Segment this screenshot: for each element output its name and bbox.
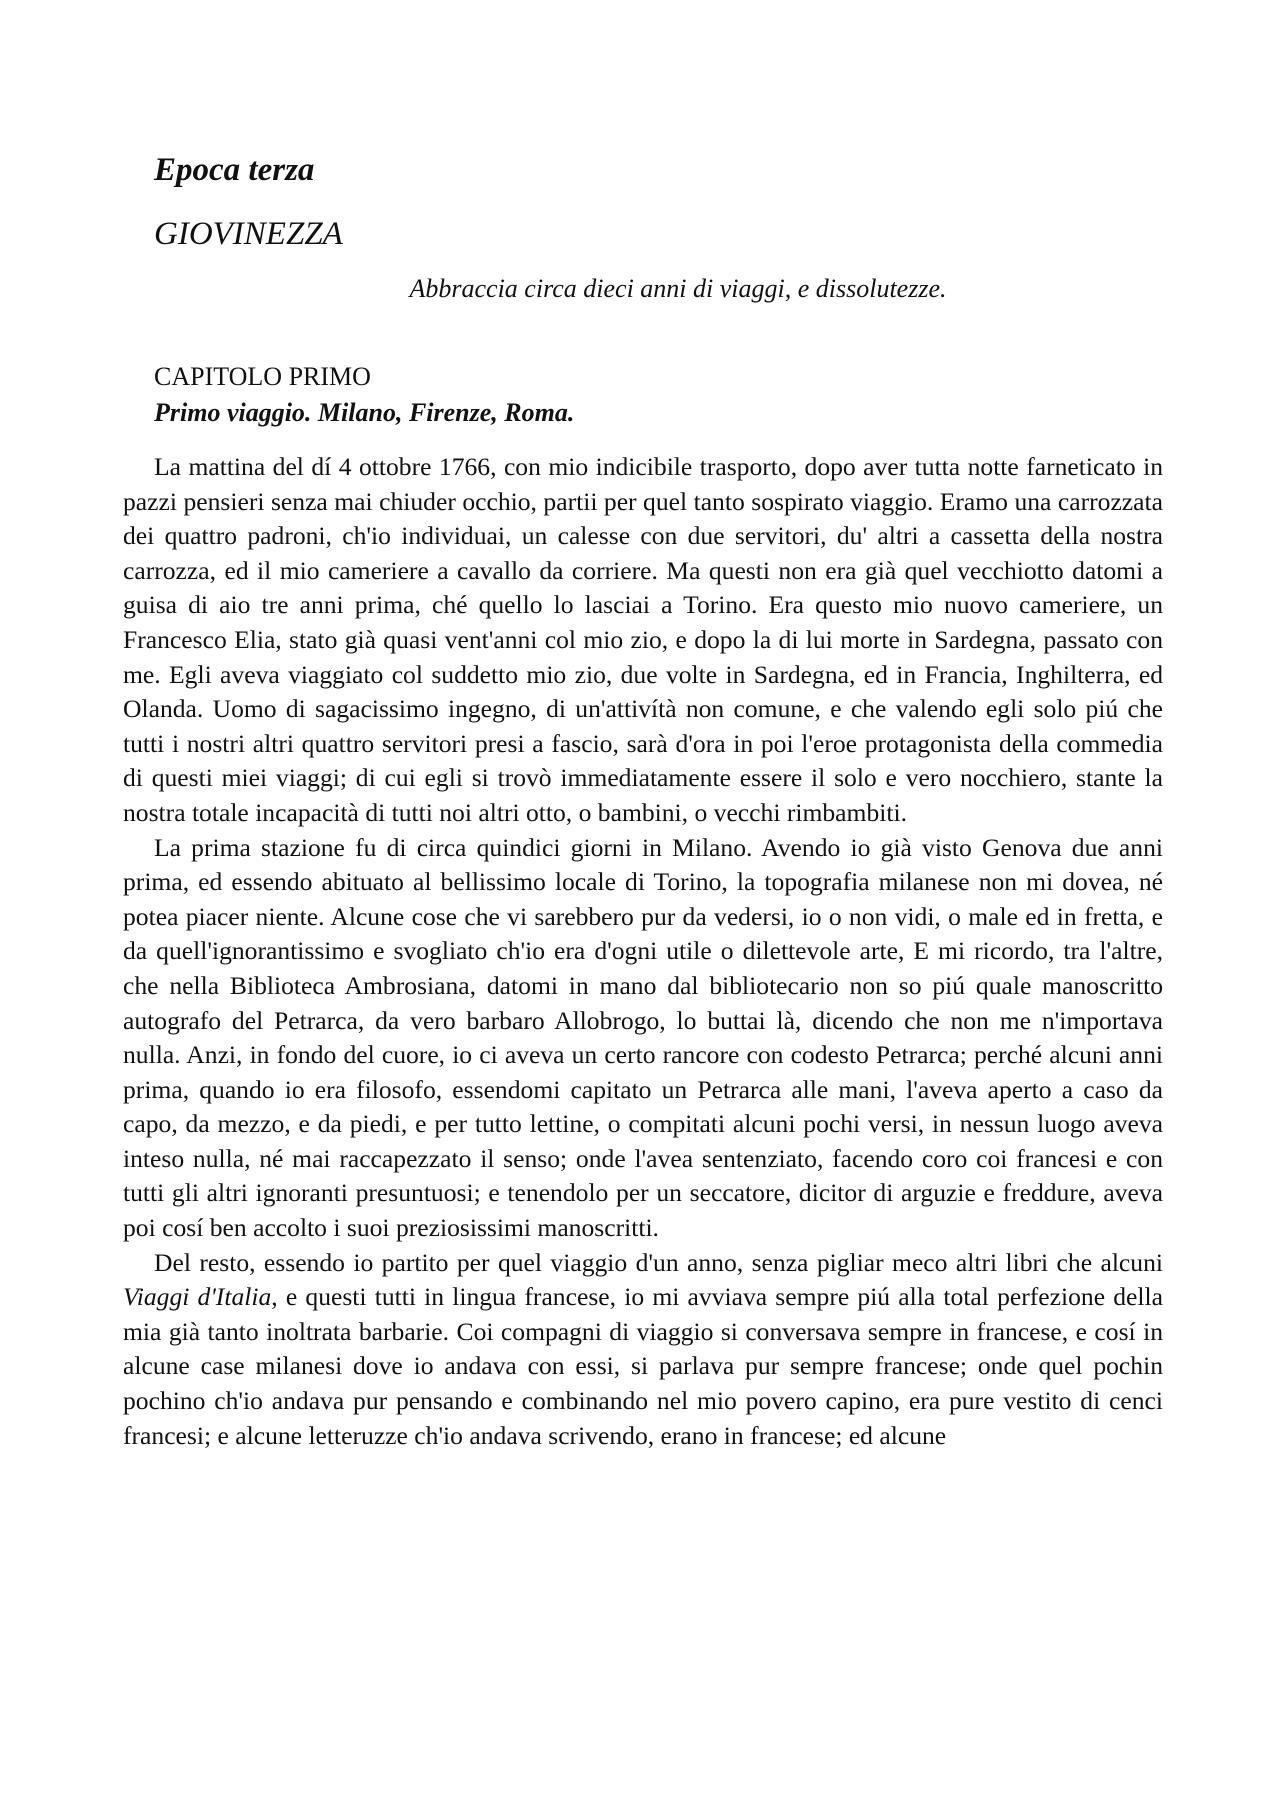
chapter-body	[123, 450, 1163, 1453]
paragraph: La prima stazione fu di circa quindici giorni in Milano. Avendo io già visto Genova due anni prima, ed essendo abituato al bellissimo locale di Torino, la topografia milanese non mi dovea, né potea piacer niente. Alcune cose che vi sarebbero pur da vedersi, io o non vidi, o male ed in fretta, e da quell'ignorantissimo e svogliato ch'io era d'ogni utile o dilettevole arte, E mi ricordo, tra l'altre, che nella Biblioteca Ambrosiana, datomi in mano dal bibliotecario non so piú quale manoscritto autografo del Petrarca, da vero barbaro Allobrogo, lo buttai là, dicendo che non me n'importava nulla. Anzi, in fondo del cuore, io ci aveva un certo rancore con codesto Petrarca; perché alcuni anni prima, quando io era filosofo, essendomi capitato un Petrarca alle mani, l'aveva aperto a caso da capo, da mezzo, e da piedi, e per tutto lettine, o compitati alcuni pochi versi, in nessun luogo aveva inteso nulla, né mai raccapezzato il senso; onde l'avea sentenziato, facendo coro coi francesi e con tutti gli altri ignoranti presuntuosi; e tenendolo per un seccatore, dicitor di arguzie e freddure, aveva poi cosí ben accolto i suoi preziosissimi manoscritti.	[123, 832, 1163, 1243]
paragraph-text: Del resto, essendo io partito per quel viaggio d'un anno, senza pigliar meco altri libri che alcuni	[154, 1247, 1163, 1277]
part-summary: Abbraccia circa dieci anni di viaggi, e dissolutezze.	[409, 274, 947, 303]
paragraph	[123, 1246, 1163, 1454]
epoch-heading: Epoca terza	[154, 152, 315, 188]
chapter-number: CAPITOLO PRIMO	[154, 362, 371, 391]
book-page	[123, 150, 1163, 1453]
chapter-title: Primo viaggio. Milano, Firenze, Roma.	[154, 398, 575, 427]
book-title-italic: Viaggi d'Italia	[123, 1282, 272, 1312]
part-heading: GIOVINEZZA	[154, 216, 343, 252]
paragraph: La mattina del dí 4 ottobre 1766, con mio indicibile trasporto, dopo aver tutta notte farneticato in pazzi pensieri senza mai chiuder occhio, partii per quel tanto sospirato viaggio. Eramo una carrozzata dei quattro padroni, ch'io individuai, un calesse con due servitori, du' altri a cassetta della nostra carrozza, ed il mio cameriere a cavallo da corriere. Ma questi non era già quel vecchiotto datomi a guisa di aio tre anni prima, ché quello lo lasciai a Torino. Era questo mio nuovo cameriere, un Francesco Elia, stato già quasi vent'anni col mio zio, e dopo la di lui morte in Sardegna, passato con me. Egli aveva viaggiato col suddetto mio zio, due volte in Sardegna, ed in Francia, Inghilterra, ed Olanda. Uomo di sagacissimo ingegno, di un'attivítà non comune, e che valendo egli solo piú che tutti i nostri altri quattro servitori presi a fascio, sarà d'ora in poi l'eroe protagonista della commedia di questi miei viaggi; di cui egli si trovò immediatamente essere il solo e vero nocchiero, stante la nostra totale incapacità di tutti noi altri otto, o bambini, o vecchi rimbambiti.	[123, 452, 1163, 827]
paragraph-text: , e questi tutti in lingua francese, io mi avviava sempre piú alla total perfezione della mia già tanto inoltrata barbarie. Coi compagni di viaggio si conversava sempre in francese, e cosí in alcune case milanesi dove io andava con essi, si parlava pur sempre francese; onde quel pochin pochino ch'io andava pur pensando e combinando nel mio povero capino, era pure vestito di cenci francesi; e alcune letteruzze ch'io andava scrivendo, erano in francese; ed alcune	[123, 1282, 1164, 1450]
